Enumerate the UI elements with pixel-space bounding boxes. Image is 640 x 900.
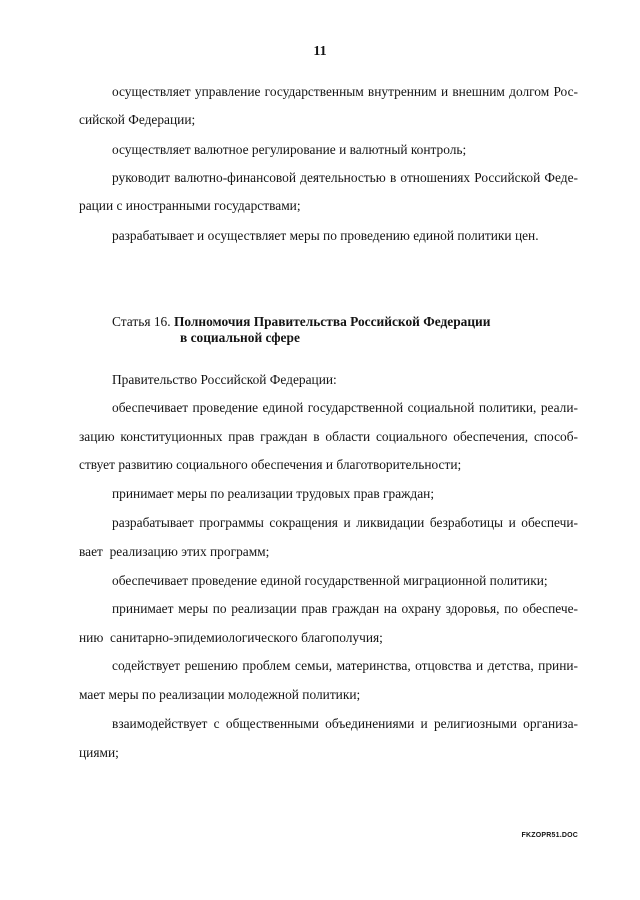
paragraph-line: содействует решению проблем семьи, материнства, отцовства и детства, прини- <box>112 658 578 673</box>
paragraph-line: мает меры по реализации молодежной политики; <box>79 687 361 702</box>
paragraph-line: Правительство Российской Федерации: <box>112 372 337 387</box>
file-name-footer: FKZOPR51.DOC <box>521 832 578 839</box>
paragraph-line: разрабатывает и осуществляет меры по проведению единой политики цен. <box>112 228 539 243</box>
article-title-line2: в социальной сфере <box>180 330 300 345</box>
article-heading <box>112 314 490 330</box>
paragraph-line: циями; <box>79 745 119 760</box>
article-title-line1: Полномочия Правительства Российской Федерации <box>173 314 491 329</box>
paragraph-line: нию санитарно-эпидемиологического благополучия; <box>79 630 383 645</box>
paragraph-line: взаимодействует с общественными объединениями и религиозными организа- <box>112 716 578 731</box>
paragraph-line: вает реализацию этих программ; <box>79 544 270 559</box>
paragraph-line: сийской Федерации; <box>79 112 196 127</box>
paragraph-line: ствует развитию социального обеспечения и благотворительности; <box>79 457 462 472</box>
paragraph-line: разрабатывает программы сокращения и ликвидации безработицы и обеспечи- <box>112 515 578 530</box>
paragraph-line: руководит валютно-финансовой деятельностью в отношениях Российской Феде- <box>112 170 578 185</box>
page-number: 11 <box>313 44 327 59</box>
paragraph-line: рации с иностранными государствами; <box>79 198 301 213</box>
article-number: Статья 16. <box>112 314 171 329</box>
paragraph-line: осуществляет валютное регулирование и валютный контроль; <box>112 142 467 157</box>
paragraph-line: зацию конституционных прав граждан в области социального обеспечения, способ- <box>79 429 578 444</box>
paragraph-line: осуществляет управление государственным внутренним и внешним долгом Рос- <box>112 84 578 99</box>
paragraph-line: принимает меры по реализации прав граждан на охрану здоровья, по обеспече- <box>112 601 578 616</box>
paragraph-line: принимает меры по реализации трудовых прав граждан; <box>112 486 435 501</box>
paragraph-line: обеспечивает проведение единой государственной социальной политики, реали- <box>112 400 578 415</box>
paragraph-line: обеспечивает проведение единой государственной миграционной политики; <box>112 573 548 588</box>
